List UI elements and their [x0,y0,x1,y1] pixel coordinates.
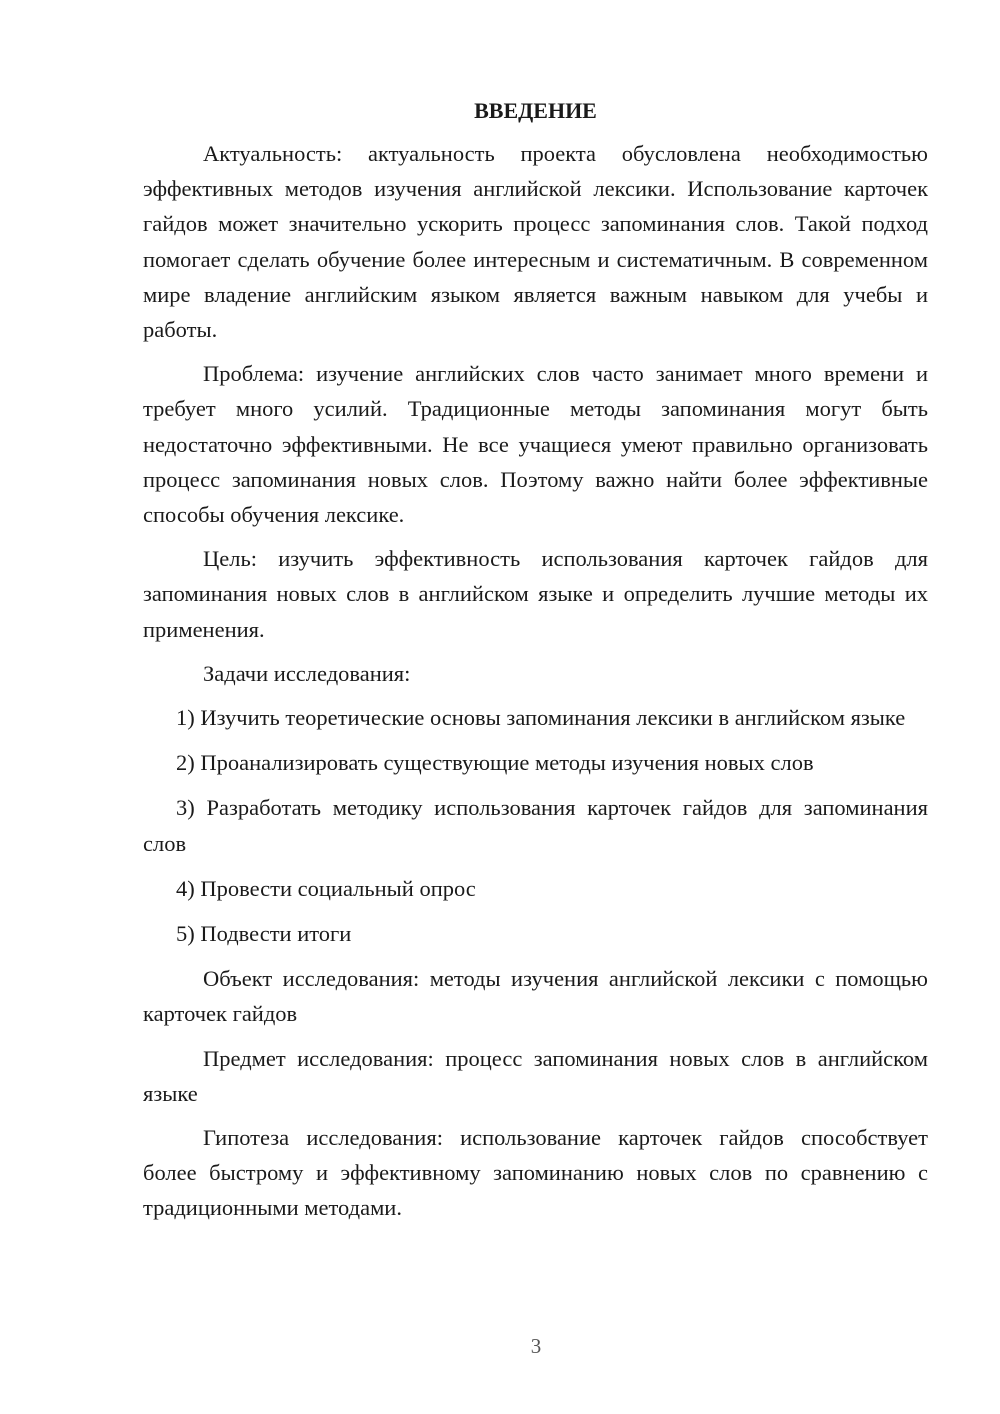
hypothesis-paragraph: Гипотеза исследования: использование карточек гайдов способствует более быстрому и эффективному запоминанию новых слов по сравнению с традиционными методами. [143,1125,928,1221]
task-item-5: 5) Подвести итоги [176,921,352,947]
problem-paragraph: Проблема: изучение английских слов часто занимает много времени и требует много усилий. Традиционные методы запоминания могут быть недостаточно эффективными. Не все учащиеся умеют правильно организовать процесс запоминания новых слов. Поэтому важно найти более эффективные способы обучения лексике. [143,361,928,528]
page-number: 3 [530,1334,542,1358]
task-item-1: 1) Изучить теоретические основы запоминания лексики в английском языке [176,705,906,731]
subject-paragraph: Предмет исследования: процесс запоминания новых слов в английском языке [143,1045,928,1106]
document-body [143,93,928,1235]
task-item-4: 4) Провести социальный опрос [176,875,476,901]
task-item-2: 2) Проанализировать существующие методы изучения новых слов [176,750,814,776]
relevance-paragraph: Актуальность: актуальность проекта обусловлена необходимостью эффективных методов изучения английской лексики. Использование карточек гайдов может значительно ускорить процесс запоминания слов. Такой подход помогает сделать обучение более интересным и систематичным. В современном мире владение английским языком является важным навыком для учебы и работы. [143,141,928,343]
object-paragraph: Объект исследования: методы изучения английской лексики с помощью карточек гайдов [143,966,928,1027]
goal-paragraph: Цель: изучить эффективность использования карточек гайдов для запоминания новых слов в английском языке и определить лучшие методы их применения. [143,546,928,642]
tasks-heading: Задачи исследования: [203,660,411,686]
page-title: ВВЕДЕНИЕ [474,98,597,123]
task-item-3: 3) Разработать методику использования карточек гайдов для запоминания слов [143,795,928,856]
